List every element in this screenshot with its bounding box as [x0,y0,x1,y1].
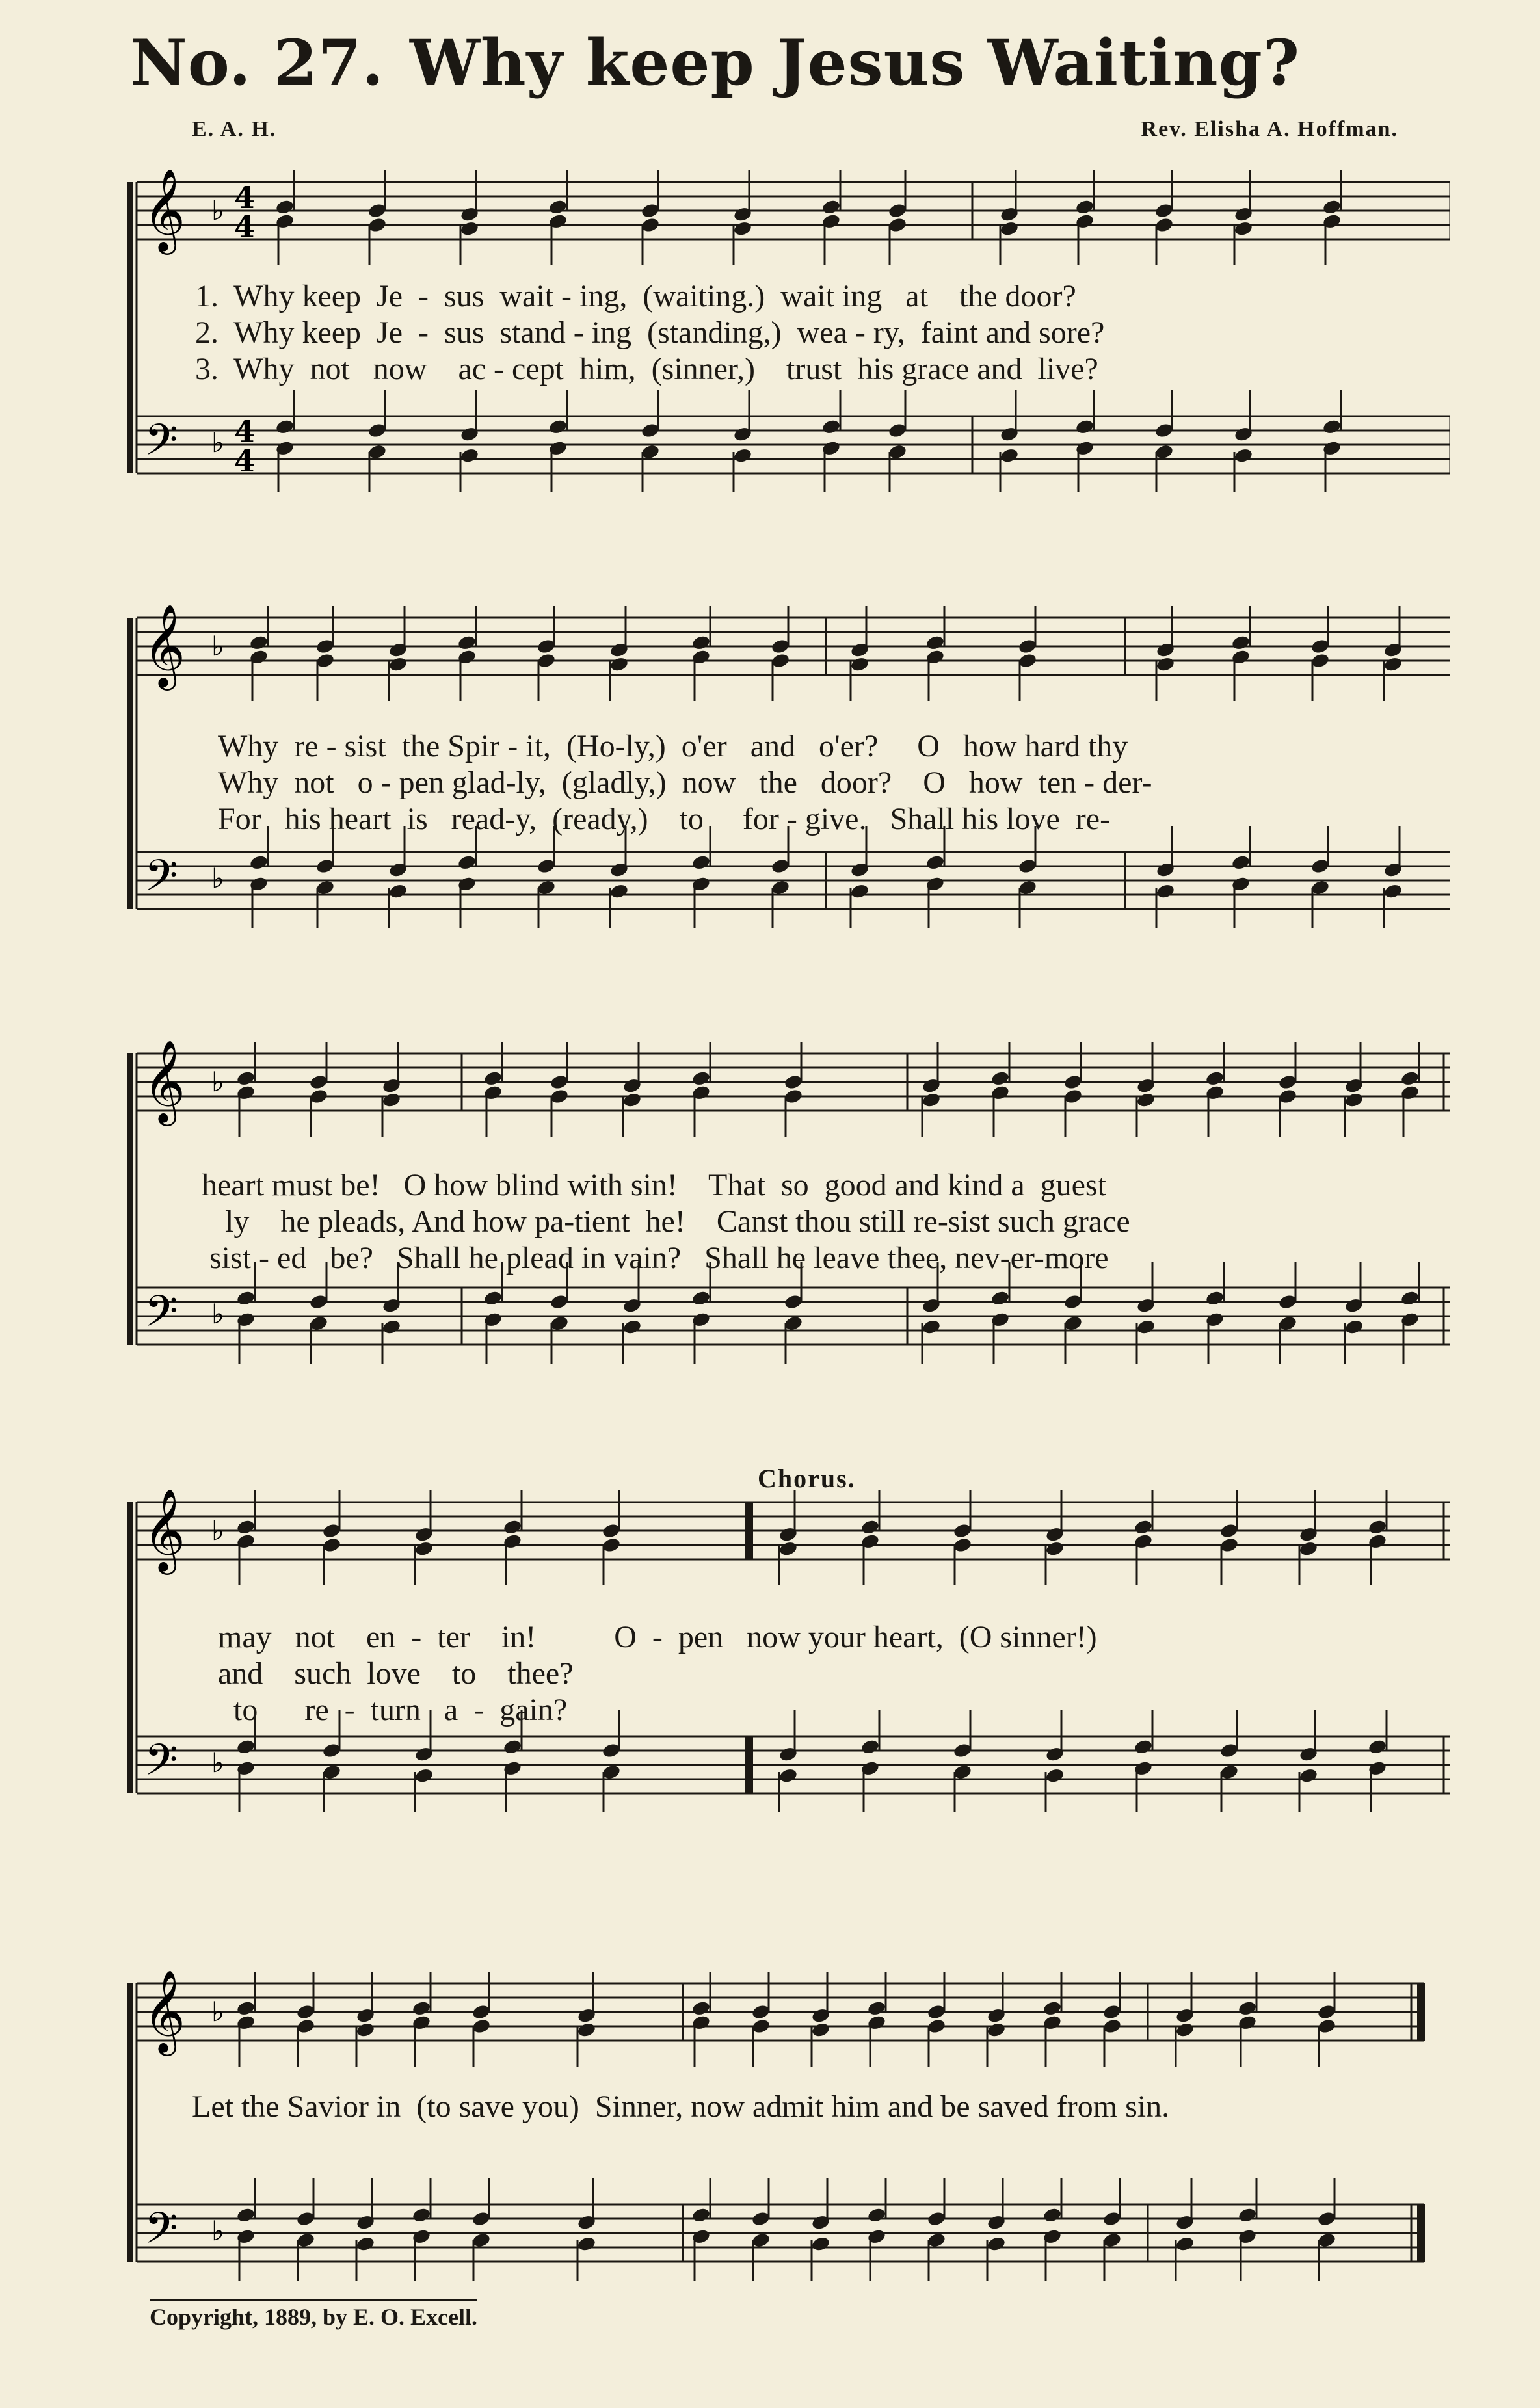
note-head [850,883,870,900]
lyric-verse-1: 1. Why keep Je - sus wait - ing, (waiting.) wait ing at the door? [195,279,1076,313]
note-head [356,2236,376,2253]
bass-staff [137,416,1450,473]
note-head [503,1738,523,1755]
note-head [867,2000,887,2017]
note-head [860,1738,881,1755]
note-head [987,2236,1007,2253]
hymn-title: Why keep Jesus Waiting? [410,26,1300,99]
note-head [990,1070,1011,1087]
lyric-verse-3: For his heart is read-y, (ready,) to for - give. Shall his love re- [218,802,1111,836]
note-head [1383,656,1403,673]
note-head [236,1518,256,1535]
music-system-4 [117,1464,1450,1847]
treble-clef-icon: 𝄞 [143,1488,186,1571]
note-head [1156,656,1176,673]
note-head [1400,1290,1420,1306]
hymn-heading [130,26,1300,99]
note-head [691,2000,711,2017]
bass-clef-icon: 𝄢 [144,1286,178,1347]
note-head [609,883,630,900]
note-head [1136,1092,1156,1109]
note-head [236,2000,256,2017]
note-head [1205,1290,1225,1306]
note-head [691,1070,711,1087]
note-head [1042,2206,1063,2223]
treble-staff [137,1983,1424,2041]
note-head [236,1738,256,1755]
note-head [1075,198,1095,215]
note-head [821,418,842,435]
note-head [811,2022,831,2039]
note-head [414,1541,434,1557]
note-head [577,2022,597,2039]
note-head [1045,1767,1065,1784]
note-head [691,1290,711,1306]
note-head [1156,883,1176,900]
note-head [1231,634,1251,651]
note-head [249,634,269,651]
note-head [987,2022,1007,2039]
note-head [1175,2236,1195,2253]
note-head [1136,1319,1156,1336]
lyric-chorus-line: Let the Savior in (to save you) Sinner, now admit him and be saved from sin. [192,2089,1170,2124]
note-head [925,854,946,871]
note-head [1234,220,1254,237]
note-head [236,1070,256,1087]
note-head [691,854,711,871]
bass-clef-icon: 𝄢 [144,1735,178,1795]
time-signature-bottom: 4 [234,443,256,479]
note-head [922,1319,942,1336]
note-head [249,854,269,871]
note-head [1045,1541,1065,1557]
note-head [867,2206,887,2223]
flat-sign-icon: ♭ [211,630,224,662]
lyric-verse-2: ly he pleads, And how pa-tient he! Canst thou still re-sist such grace [202,1204,1130,1239]
note-head [388,883,408,900]
note-head [990,1290,1011,1306]
lyric-verse-3: to re - turn a - gain? [218,1693,568,1727]
time-signature-top: 4 [234,414,256,449]
note-head [356,2022,376,2039]
note-head [414,1767,434,1784]
note-head [1238,2206,1258,2223]
flat-sign-icon: ♭ [211,427,224,458]
note-head [577,2236,597,2253]
bass-clef-icon: 𝄢 [144,415,178,475]
music-system-5 [117,1964,1450,2289]
treble-clef-icon: 𝄞 [143,1969,186,2052]
note-head [1134,1738,1154,1755]
note-head [1205,1070,1225,1087]
note-head [275,198,295,215]
note-head [1075,418,1095,435]
note-head [922,1092,942,1109]
note-head [460,447,480,464]
time-signature-bottom: 4 [234,209,256,245]
note-head [382,1319,402,1336]
copyright-notice: Copyright, 1889, by E. O. Excell. [150,2299,477,2331]
lyric-verse-1: may not en - ter in! O - pen now your heart, (O sinner!) [218,1620,1097,1654]
music-system-3 [117,1034,1450,1398]
flat-sign-icon: ♭ [211,1298,224,1330]
note-head [460,220,480,237]
note-head [1299,1541,1319,1557]
note-head [622,1092,643,1109]
note-head [503,1518,523,1535]
note-head [483,1070,503,1087]
lyric-verse-3: 3. Why not now ac - cept him, (sinner,) trust his grace and live? [195,352,1098,386]
note-head [388,656,408,673]
flat-sign-icon: ♭ [211,1747,224,1779]
note-head [1322,198,1342,215]
note-head [622,1319,643,1336]
note-head [691,2206,711,2223]
note-head [1368,1518,1388,1535]
note-head [850,656,870,673]
treble-staff [137,182,1450,239]
flat-sign-icon: ♭ [211,194,224,226]
flat-sign-icon: ♭ [211,1066,224,1098]
flat-sign-icon: ♭ [211,862,224,894]
note-head [457,854,477,871]
note-head [412,2000,432,2017]
note-head [691,634,711,651]
note-head [1234,447,1254,464]
lyric-verse-2: and such love to thee? [218,1656,574,1691]
note-head [236,1290,256,1306]
note-head [382,1092,402,1109]
note-head [1231,854,1251,871]
lyric-verse-2: Why not o - pen glad-ly, (gladly,) now the door? O how ten - der- [218,765,1152,800]
note-head [778,1767,799,1784]
note-head [1134,1518,1154,1535]
note-head [1344,1092,1364,1109]
note-head [275,418,295,435]
note-head [236,2206,256,2223]
note-head [1175,2022,1195,2039]
note-head [457,634,477,651]
note-head [483,1290,503,1306]
note-head [733,447,753,464]
bass-clef-icon: 𝄢 [144,2203,178,2264]
note-head [548,198,568,215]
note-head [1238,2000,1258,2017]
note-head [1400,1070,1420,1087]
lyric-verse-1: Why re - sist the Spir - it, (Ho-ly,) o'er and o'er? O how hard thy [218,729,1128,763]
flat-sign-icon: ♭ [211,1996,224,2028]
time-signature-top: 4 [234,180,256,215]
note-head [1042,2000,1063,2017]
note-head [821,198,842,215]
chorus-label: Chorus. [758,1464,856,1493]
lyric-verse-2: 2. Why keep Je - sus stand - ing (standing,) wea - ry, faint and sore? [195,315,1105,350]
note-head [609,656,630,673]
treble-clef-icon: 𝄞 [143,603,186,687]
flat-sign-icon: ♭ [211,2215,224,2247]
note-head [1000,447,1020,464]
music-system-1 [117,163,1450,527]
bass-staff [137,2204,1424,2262]
note-head [925,634,946,651]
note-head [860,1518,881,1535]
note-head [1344,1319,1364,1336]
hymn-number: No. 27. [130,26,384,99]
note-head [412,2206,432,2223]
treble-clef-icon: 𝄞 [143,168,186,251]
author-credit: Rev. Elisha A. Hoffman. [1141,117,1398,141]
treble-clef-icon: 𝄞 [143,1039,186,1122]
bass-clef-icon: 𝄢 [144,851,178,911]
music-system-2 [117,598,1450,962]
composer-credit: E. A. H. [192,117,277,141]
note-head [1299,1767,1319,1784]
staff-notation-5 [117,1964,1450,2289]
lyric-verse-1: heart must be! O how blind with sin! That so good and kind a guest [202,1168,1106,1202]
flat-sign-icon: ♭ [211,1515,224,1546]
note-head [1383,883,1403,900]
note-head [1322,418,1342,435]
note-head [1368,1738,1388,1755]
note-head [1000,220,1020,237]
note-head [778,1541,799,1557]
lyric-verse-3: sist - ed be? Shall he plead in vain? Shall he leave thee, nev-er-more [202,1241,1109,1275]
note-head [548,418,568,435]
note-glyphs [236,1972,1337,2281]
note-head [811,2236,831,2253]
note-head [733,220,753,237]
